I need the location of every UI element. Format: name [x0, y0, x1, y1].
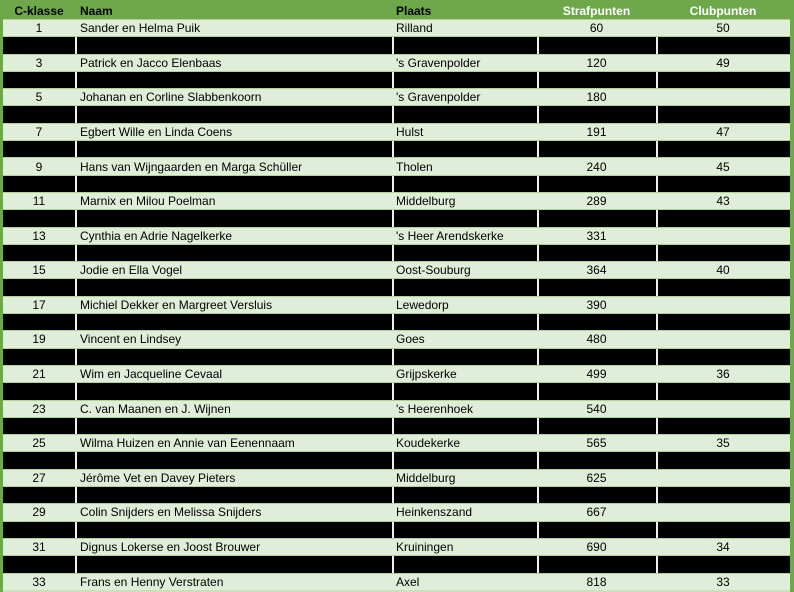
- cell-clubpunten: 40: [716, 263, 730, 278]
- cell-strafpunten: [537, 314, 656, 330]
- cell-naam: Cynthia en Adrie Nagelkerke: [80, 228, 233, 243]
- table-row: [3, 434, 790, 451]
- cell-naam: [75, 349, 392, 365]
- cell-naam: Marnix en Milou Poelman: [80, 194, 216, 209]
- cell-naam: [75, 106, 392, 122]
- cell-klasse: [3, 349, 75, 365]
- cell-clubpunten: 50: [716, 21, 730, 36]
- redacted-row: [3, 209, 790, 226]
- cell-clubpunten: [656, 279, 790, 295]
- cell-plaats: [392, 487, 537, 503]
- cell-klasse: [3, 452, 75, 468]
- column-header-clubpunten: Clubpunten: [689, 3, 757, 18]
- cell-naam: [75, 210, 392, 226]
- cell-clubpunten: [656, 452, 790, 468]
- cell-plaats: 's Heerenhoek: [396, 401, 474, 416]
- cell-strafpunten: [537, 72, 656, 88]
- cell-klasse: 3: [35, 55, 43, 70]
- cell-klasse: 1: [35, 21, 43, 36]
- cell-plaats: [392, 141, 537, 157]
- cell-naam: [75, 556, 392, 572]
- cell-strafpunten: 625: [586, 470, 607, 485]
- cell-klasse: 17: [32, 297, 46, 312]
- cell-plaats: [392, 106, 537, 122]
- cell-strafpunten: [537, 245, 656, 261]
- cell-clubpunten: [656, 89, 790, 105]
- cell-clubpunten: [656, 106, 790, 122]
- cell-klasse: 27: [32, 470, 46, 485]
- cell-clubpunten: [656, 210, 790, 226]
- cell-strafpunten: [537, 37, 656, 53]
- cell-strafpunten: [537, 418, 656, 434]
- cell-clubpunten: [656, 72, 790, 88]
- cell-naam: Frans en Henny Verstraten: [80, 574, 224, 589]
- table-row: [3, 261, 790, 278]
- cell-strafpunten: 818: [586, 574, 607, 589]
- redacted-row: [3, 451, 790, 468]
- cell-strafpunten: 364: [586, 263, 607, 278]
- table-row: [3, 469, 790, 486]
- column-header-plaats: Plaats: [396, 3, 432, 18]
- cell-strafpunten: [537, 279, 656, 295]
- cell-naam: [75, 314, 392, 330]
- cell-clubpunten: [656, 314, 790, 330]
- cell-plaats: Goes: [396, 332, 425, 347]
- cell-strafpunten: [537, 556, 656, 572]
- cell-naam: [75, 418, 392, 434]
- cell-clubpunten: [656, 37, 790, 53]
- cell-strafpunten: [537, 176, 656, 192]
- cell-naam: Egbert Wille en Linda Coens: [80, 124, 233, 139]
- table-row: [3, 19, 790, 36]
- cell-klasse: [3, 210, 75, 226]
- redacted-row: [3, 278, 790, 295]
- cell-naam: C. van Maanen en J. Wijnen: [80, 401, 231, 416]
- cell-naam: Jérôme Vet en Davey Pieters: [80, 470, 236, 485]
- column-header-strafpunten: Strafpunten: [562, 3, 631, 18]
- cell-naam: Vincent en Lindsey: [80, 332, 182, 347]
- cell-strafpunten: 240: [586, 159, 607, 174]
- cell-klasse: [3, 72, 75, 88]
- table-row: [3, 573, 790, 590]
- cell-clubpunten: [656, 349, 790, 365]
- cell-klasse: 13: [32, 228, 46, 243]
- cell-naam: [75, 245, 392, 261]
- cell-strafpunten: 540: [586, 401, 607, 416]
- redacted-row: [3, 140, 790, 157]
- cell-clubpunten: [656, 228, 790, 244]
- cell-naam: [75, 522, 392, 538]
- cell-clubpunten: [656, 418, 790, 434]
- table-row: [3, 365, 790, 382]
- table-row: [3, 88, 790, 105]
- cell-strafpunten: 60: [589, 21, 604, 36]
- cell-naam: Michiel Dekker en Margreet Versluis: [80, 297, 273, 312]
- cell-clubpunten: [656, 470, 790, 486]
- cell-plaats: Rilland: [396, 21, 433, 36]
- cell-klasse: [3, 279, 75, 295]
- column-header-naam: Naam: [80, 3, 113, 18]
- cell-plaats: [392, 452, 537, 468]
- cell-klasse: 19: [32, 332, 46, 347]
- cell-plaats: 's Gravenpolder: [396, 55, 481, 70]
- cell-klasse: 31: [32, 540, 46, 555]
- cell-klasse: 9: [35, 159, 43, 174]
- cell-klasse: [3, 176, 75, 192]
- cell-naam: Patrick en Jacco Elenbaas: [80, 55, 222, 70]
- cell-plaats: [392, 279, 537, 295]
- cell-plaats: Kruiningen: [396, 540, 454, 555]
- cell-plaats: [392, 245, 537, 261]
- cell-strafpunten: [537, 383, 656, 399]
- redacted-row: [3, 486, 790, 503]
- cell-klasse: 5: [35, 90, 43, 105]
- cell-plaats: Koudekerke: [396, 436, 461, 451]
- cell-strafpunten: [537, 487, 656, 503]
- redacted-row: [3, 313, 790, 330]
- table-row: [3, 538, 790, 555]
- cell-strafpunten: [537, 452, 656, 468]
- cell-plaats: Oost-Souburg: [396, 263, 471, 278]
- cell-clubpunten: 35: [716, 436, 730, 451]
- cell-klasse: [3, 314, 75, 330]
- redacted-row: [3, 175, 790, 192]
- table-row: [3, 123, 790, 140]
- table-row: [3, 192, 790, 209]
- cell-clubpunten: 33: [716, 574, 730, 589]
- redacted-row: [3, 382, 790, 399]
- redacted-row: [3, 71, 790, 88]
- cell-clubpunten: [656, 556, 790, 572]
- cell-plaats: 's Heer Arendskerke: [396, 228, 504, 243]
- cell-strafpunten: 390: [586, 297, 607, 312]
- cell-clubpunten: [656, 297, 790, 313]
- cell-strafpunten: 565: [586, 436, 607, 451]
- cell-klasse: 23: [32, 401, 46, 416]
- table-header-row: [3, 2, 790, 19]
- cell-clubpunten: [656, 383, 790, 399]
- cell-klasse: 15: [32, 263, 46, 278]
- cell-plaats: [392, 210, 537, 226]
- column-header-klasse: C-klasse: [14, 3, 64, 18]
- cell-strafpunten: 690: [586, 540, 607, 555]
- table-row: [3, 400, 790, 417]
- cell-clubpunten: 43: [716, 194, 730, 209]
- cell-klasse: [3, 556, 75, 572]
- redacted-row: [3, 244, 790, 261]
- cell-naam: [75, 72, 392, 88]
- cell-clubpunten: [656, 504, 790, 520]
- cell-plaats: [392, 72, 537, 88]
- cell-plaats: Tholen: [396, 159, 433, 174]
- cell-clubpunten: [656, 245, 790, 261]
- cell-strafpunten: 480: [586, 332, 607, 347]
- cell-strafpunten: 667: [586, 505, 607, 520]
- cell-clubpunten: [656, 487, 790, 503]
- cell-naam: Wilma Huizen en Annie van Eenennaam: [80, 436, 295, 451]
- table-row: [3, 503, 790, 520]
- cell-strafpunten: 180: [586, 90, 607, 105]
- redacted-row: [3, 348, 790, 365]
- redacted-row: [3, 417, 790, 434]
- cell-klasse: 29: [32, 505, 46, 520]
- cell-naam: [75, 487, 392, 503]
- cell-naam: Colin Snijders en Melissa Snijders: [80, 505, 262, 520]
- cell-naam: Dignus Lokerse en Joost Brouwer: [80, 540, 261, 555]
- cell-klasse: [3, 106, 75, 122]
- cell-naam: [75, 176, 392, 192]
- cell-plaats: [392, 349, 537, 365]
- table-row: [3, 330, 790, 347]
- cell-klasse: [3, 418, 75, 434]
- table-body: [3, 19, 790, 590]
- cell-clubpunten: 45: [716, 159, 730, 174]
- cell-naam: Hans van Wijngaarden en Marga Schüller: [80, 159, 303, 174]
- table-row: [3, 227, 790, 244]
- cell-strafpunten: [537, 106, 656, 122]
- cell-klasse: 21: [32, 367, 46, 382]
- cell-plaats: Middelburg: [396, 194, 456, 209]
- cell-plaats: Hulst: [396, 124, 424, 139]
- cell-klasse: [3, 383, 75, 399]
- cell-plaats: Heinkenszand: [396, 505, 473, 520]
- cell-strafpunten: 331: [586, 228, 607, 243]
- cell-naam: [75, 383, 392, 399]
- cell-clubpunten: 36: [716, 367, 730, 382]
- cell-plaats: [392, 37, 537, 53]
- cell-klasse: 7: [35, 124, 43, 139]
- cell-clubpunten: [656, 141, 790, 157]
- cell-strafpunten: [537, 522, 656, 538]
- cell-strafpunten: [537, 349, 656, 365]
- redacted-row: [3, 36, 790, 53]
- cell-naam: [75, 141, 392, 157]
- cell-plaats: Axel: [396, 574, 420, 589]
- table-row: [3, 157, 790, 174]
- cell-klasse: 25: [32, 436, 46, 451]
- cell-naam: Jodie en Ella Vogel: [80, 263, 183, 278]
- cell-naam: [75, 452, 392, 468]
- cell-naam: Johanan en Corline Slabbenkoorn: [80, 90, 262, 105]
- table-row: [3, 296, 790, 313]
- cell-klasse: 33: [32, 574, 46, 589]
- cell-naam: [75, 37, 392, 53]
- cell-strafpunten: 289: [586, 194, 607, 209]
- cell-naam: [75, 279, 392, 295]
- cell-klasse: 11: [32, 194, 46, 209]
- table-row: [3, 54, 790, 71]
- cell-clubpunten: [656, 176, 790, 192]
- cell-clubpunten: 49: [716, 55, 730, 70]
- cell-strafpunten: [537, 210, 656, 226]
- cell-klasse: [3, 37, 75, 53]
- cell-plaats: Grijpskerke: [396, 367, 457, 382]
- redacted-row: [3, 555, 790, 572]
- cell-strafpunten: 120: [586, 55, 607, 70]
- cell-clubpunten: [656, 522, 790, 538]
- cell-klasse: [3, 141, 75, 157]
- cell-clubpunten: [656, 401, 790, 417]
- cell-plaats: Middelburg: [396, 470, 456, 485]
- cell-clubpunten: 34: [716, 540, 730, 555]
- redacted-row: [3, 105, 790, 122]
- cell-plaats: [392, 418, 537, 434]
- cell-naam: Wim en Jacqueline Cevaal: [80, 367, 223, 382]
- cell-plaats: [392, 383, 537, 399]
- cell-plaats: [392, 176, 537, 192]
- cell-plaats: [392, 556, 537, 572]
- redacted-row: [3, 521, 790, 538]
- cell-strafpunten: [537, 141, 656, 157]
- cell-klasse: [3, 487, 75, 503]
- cell-strafpunten: 191: [586, 124, 607, 139]
- cell-klasse: [3, 245, 75, 261]
- cell-plaats: [392, 522, 537, 538]
- cell-klasse: [3, 522, 75, 538]
- cell-plaats: [392, 314, 537, 330]
- cell-naam: Sander en Helma Puik: [80, 21, 201, 36]
- cell-strafpunten: 499: [586, 367, 607, 382]
- cell-clubpunten: 47: [716, 124, 730, 139]
- table-inner: [3, 2, 790, 590]
- cell-clubpunten: [656, 331, 790, 347]
- cell-plaats: 's Gravenpolder: [396, 90, 481, 105]
- cell-plaats: Lewedorp: [396, 297, 449, 312]
